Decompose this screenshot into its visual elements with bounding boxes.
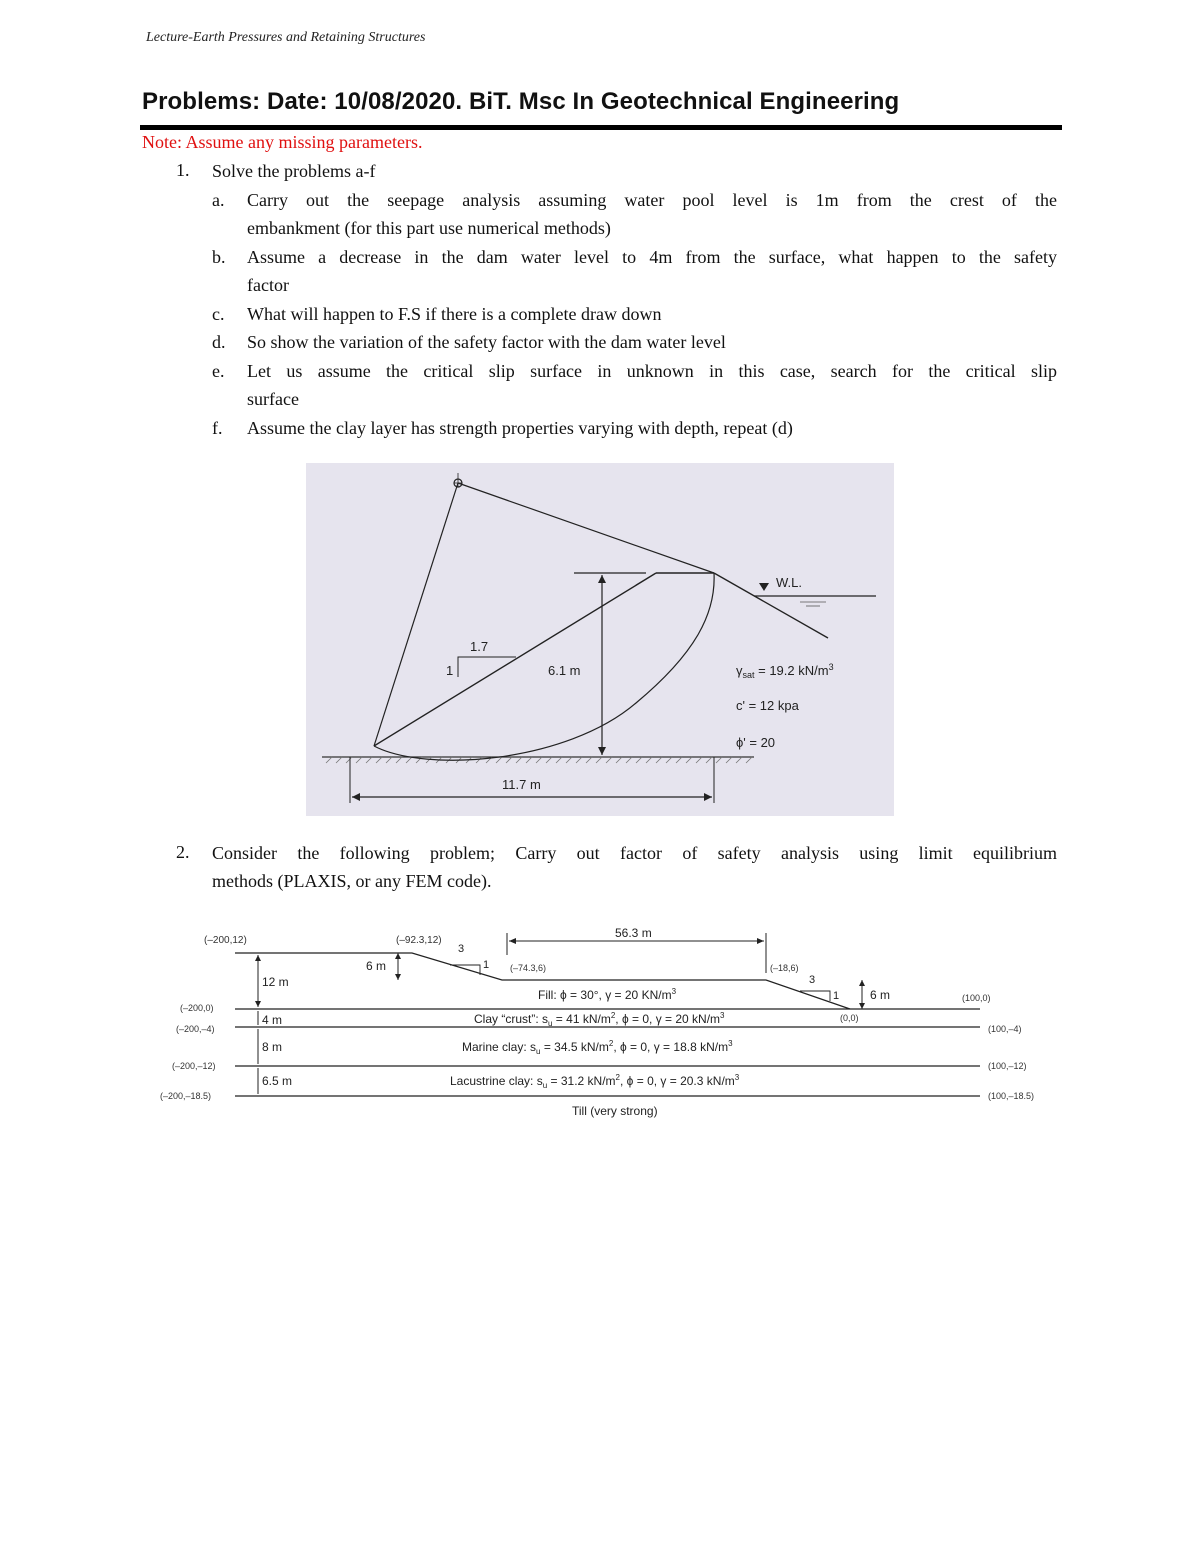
coord-toe-left: (–74.3,6) bbox=[510, 963, 547, 973]
dim-12-arrow-bottom bbox=[255, 1001, 261, 1007]
dim-65-label: 6.5 m bbox=[262, 1074, 293, 1088]
q1-number: 1. bbox=[176, 160, 190, 180]
q1a-letter: a. bbox=[212, 190, 225, 210]
q1b-line1: Assume a decrease in the dam water level to 4m from the surface, what happen to the safety bbox=[247, 247, 1057, 267]
coord-right-0: (100,0) bbox=[962, 993, 991, 1003]
slope-run-label: 1.7 bbox=[470, 639, 489, 654]
coord-left-185: (–200,–18.5) bbox=[160, 1091, 212, 1101]
dim-563-label: 56.3 m bbox=[615, 926, 652, 940]
q1f-line1: Assume the clay layer has strength properties varying with depth, repeat (d) bbox=[247, 418, 793, 438]
coord-left-12: (–200,–12) bbox=[172, 1061, 216, 1071]
right-slope-3: 3 bbox=[809, 974, 816, 986]
left-slope-3: 3 bbox=[458, 943, 465, 955]
q1d-line1: So show the variation of the safety factor with the dam water level bbox=[247, 332, 726, 352]
q1e-line1: Let us assume the critical slip surface in unknown in this case, search for the critical slip bbox=[247, 361, 1057, 381]
q1e-line2: surface bbox=[247, 389, 299, 409]
dim-12-arrow-top bbox=[255, 955, 261, 961]
dim-6-right-arrow-bottom bbox=[859, 1003, 865, 1009]
dim-4-label: 4 m bbox=[262, 1013, 283, 1027]
q1c-line1: What will happen to F.S if there is a complete draw down bbox=[247, 304, 662, 324]
left-slope-1: 1 bbox=[483, 959, 490, 971]
lacustrine-layer-label: Lacustrine clay: $s_u = 31.2$ $kN/m^2$, ϕ = 0, γ = 20.3 $kN/m^3$ bbox=[450, 1073, 740, 1090]
cohesion-property: c' = 12 kpa bbox=[736, 698, 799, 713]
page-header: Lecture-Earth Pressures and Retaining Structures bbox=[146, 30, 426, 45]
q1f-letter: f. bbox=[212, 418, 223, 438]
coord-right-4: (100,–4) bbox=[988, 1024, 1022, 1034]
q2-number: 2. bbox=[176, 842, 190, 862]
fill-layer-label: Fill: ϕ = 30°, γ = 20 $KN/m^3$ bbox=[538, 987, 677, 1002]
dim-8-label: 8 m bbox=[262, 1040, 283, 1054]
coord-right-top: (–18,6) bbox=[770, 963, 799, 973]
q2-line1: Consider the following problem; Carry out factor of safety analysis using limit equilibrium bbox=[212, 843, 1057, 863]
gamma-property: $\gamma_{sat} = 19.2$ $kN/m^3$ bbox=[736, 662, 834, 680]
width-label: 11.7 m bbox=[502, 777, 541, 792]
coord-left-0: (–200,0) bbox=[180, 1003, 214, 1013]
coord-left-4: (–200,–4) bbox=[176, 1024, 215, 1034]
q2-line2: methods (PLAXIS, or any FEM code). bbox=[212, 871, 492, 891]
coord-top-left: (–200,12) bbox=[204, 935, 247, 946]
marine-layer-label: Marine clay: $s_u = 34.5$ $kN/m^2$, ϕ = 0, γ = 18.8 $kN/m^3$ bbox=[462, 1039, 733, 1056]
dim-6-right-label: 6 m bbox=[870, 988, 891, 1002]
right-slope-1: 1 bbox=[833, 990, 840, 1002]
dim-6-left-arrow-top bbox=[395, 953, 401, 959]
right-slope-ratio bbox=[800, 991, 830, 1001]
q1b-letter: b. bbox=[212, 247, 226, 267]
height-label: 6.1 m bbox=[548, 663, 581, 678]
q1b-line2: factor bbox=[247, 275, 289, 295]
slope-rise-label: 1 bbox=[446, 663, 454, 678]
embankment-profile-figure bbox=[150, 915, 1050, 1125]
q1-text: Solve the problems a-f bbox=[212, 161, 376, 181]
till-layer-label: Till (very strong) bbox=[572, 1104, 658, 1118]
figure-background bbox=[306, 463, 894, 816]
q1c-letter: c. bbox=[212, 304, 225, 324]
dim-6-left-arrow-bottom bbox=[395, 974, 401, 980]
q1e-letter: e. bbox=[212, 361, 225, 381]
wl-label: W.L. bbox=[776, 575, 803, 590]
coord-crest-left: (–92.3,12) bbox=[396, 935, 442, 946]
title-rule bbox=[140, 125, 1062, 130]
dim-563-arrow-left bbox=[509, 938, 516, 944]
left-slope-ratio bbox=[450, 965, 480, 975]
phi-property: ϕ' = 20 bbox=[736, 735, 776, 750]
dim-12-label: 12 m bbox=[262, 975, 289, 989]
page-title: Problems: Date: 10/08/2020. BiT. Msc In Geotechnical Engineering bbox=[142, 88, 900, 115]
dim-563-arrow-right bbox=[757, 938, 764, 944]
note-text: Note: Assume any missing parameters. bbox=[142, 132, 423, 152]
dim-6-left-label: 6 m bbox=[366, 959, 387, 973]
dim-6-right-arrow-top bbox=[859, 980, 865, 986]
q1d-letter: d. bbox=[212, 332, 226, 352]
q1a-line1: Carry out the seepage analysis assuming water pool level is 1m from the crest of the bbox=[247, 190, 1057, 210]
slope-figure bbox=[306, 463, 894, 816]
coord-right-12: (100,–12) bbox=[988, 1061, 1027, 1071]
crust-layer-label: Clay “crust”: $s_u = 41$ $kN/m^2$, ϕ = 0, γ = 20 $kN/m^3$ bbox=[474, 1011, 725, 1028]
q1a-line2: embankment (for this part use numerical methods) bbox=[247, 218, 611, 238]
coord-right-185: (100,–18.5) bbox=[988, 1091, 1035, 1101]
coord-origin: (0,0) bbox=[840, 1013, 859, 1023]
